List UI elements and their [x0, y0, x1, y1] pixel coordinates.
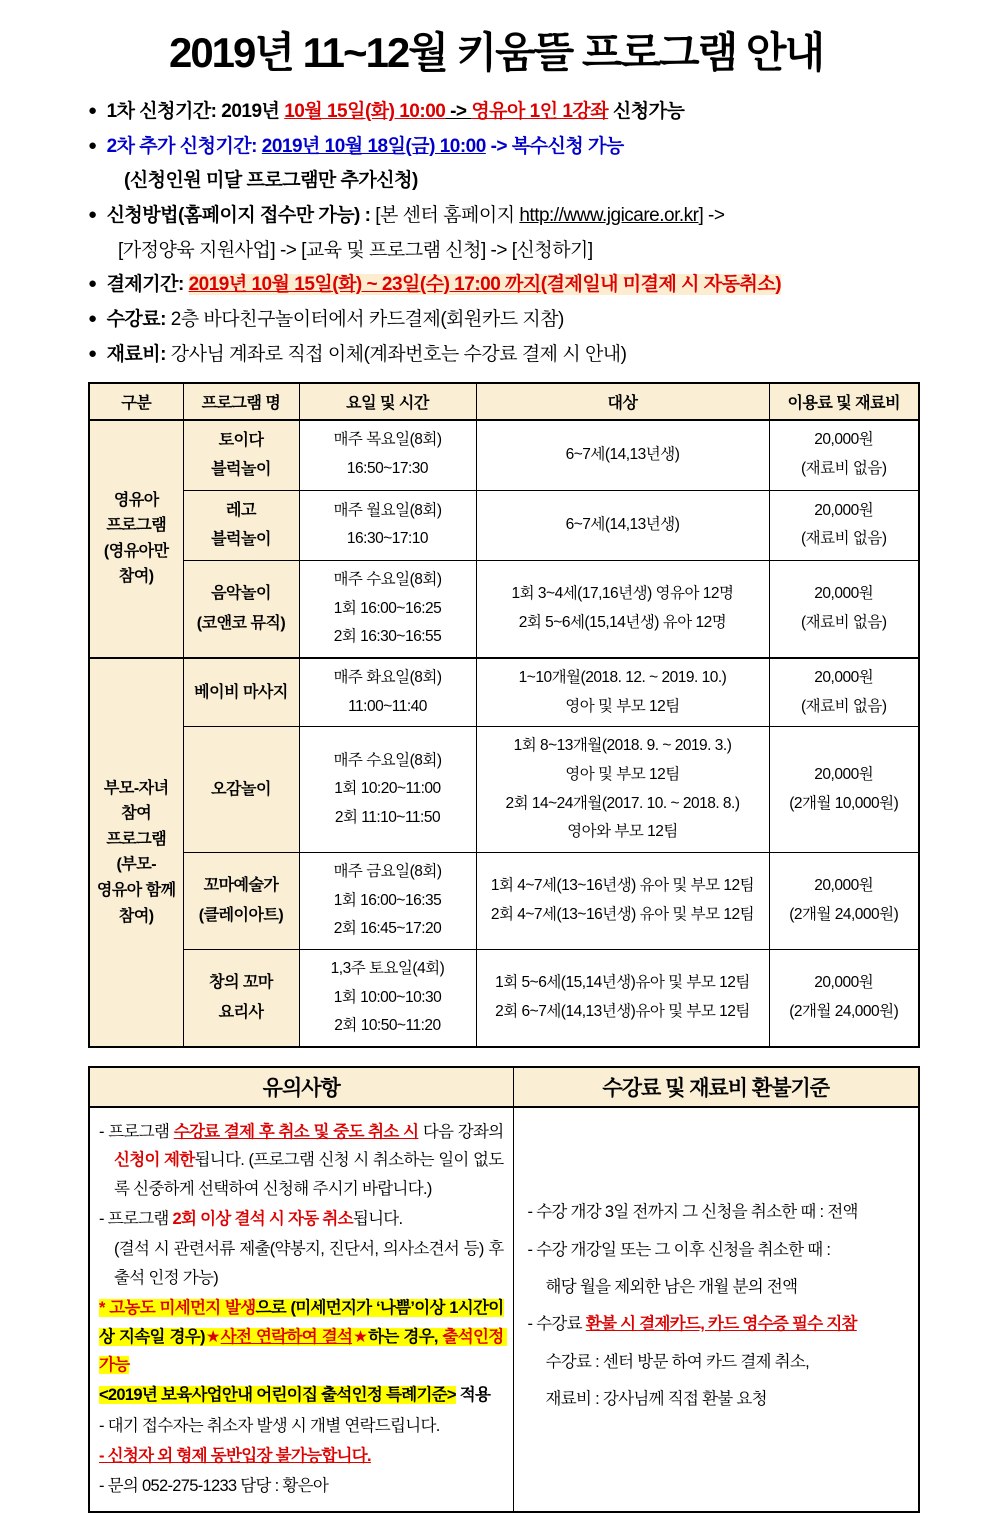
refund-line: - 수강 개강 3일 전까지 그 신청을 취소한 때 : 전액: [527, 1203, 858, 1222]
fee-cell: 20,000원 (재료비 없음): [769, 560, 919, 658]
bullet-text: 1차 신청기간: 2019년 10월 15일(화) 10:00 -> 영유아 1인 1강좌 신청가능: [106, 101, 685, 122]
table-row: [89, 490, 919, 560]
schedule-cell: 매주 월요일(8회) 16:30~17:10: [299, 490, 476, 560]
bullet-icon: ●: [88, 136, 97, 154]
fee-cell: 20,000원 (2개월 24,000원): [769, 852, 919, 949]
bullet-subline-how-to-apply: [88, 239, 918, 264]
bullet-text: 신청방법(홈페이지 접수만 가능) : [본 센터 홈페이지 http://www.jgicare.or.kr] ->: [106, 205, 725, 227]
fee-cell: 20,000원 (2개월 24,000원): [769, 949, 919, 1047]
column-header-program-name: 프로그램 명: [183, 383, 299, 420]
column-header-fee: 이용료 및 재료비: [769, 383, 919, 420]
schedule-cell: 매주 화요일(8회) 11:00~11:40: [299, 658, 476, 727]
refund-line: 수강료 : 센터 방문 하여 카드 결제 취소,: [545, 1352, 810, 1371]
info-bullets: [88, 100, 918, 368]
refund-line: 해당 월을 제외한 남은 개월 분의 전액: [545, 1278, 798, 1297]
notes-cell: [89, 1107, 513, 1512]
bullet-text: 수강료: 2층 바다친구놀이터에서 카드결제(회원카드 지참): [106, 309, 564, 331]
program-name-cell: 베이비 마사지: [183, 658, 299, 727]
column-header-category: 구분: [89, 383, 183, 420]
table-row: [89, 852, 919, 949]
bullet-icon: ●: [88, 344, 97, 362]
notes-header: 유의사항: [89, 1067, 513, 1107]
schedule-cell: 매주 수요일(8회) 1회 10:20~11:00 2회 11:10~11:50: [299, 727, 476, 853]
column-header-schedule: 요일 및 시간: [299, 383, 476, 420]
note-line: - 대기 접수자는 취소자 발생 시 개별 연락드립니다.: [99, 1416, 440, 1435]
note-line: - 프로그램 수강료 결제 후 취소 및 중도 취소 시 다음 강좌의 신청이 제한됩니다. (프로그램 신청 시 취소하는 일이 없도록 신중하게 선택하여 신청해 주시기 바랍니다.): [99, 1122, 508, 1198]
bullet-text: 2차 추가 신청기간: 2019년 10월 18일(금) 10:00 -> 복수신청 가능: [106, 135, 624, 157]
program-name-cell: 음악놀이 (코앤코 뮤직): [183, 560, 299, 658]
table-header-row: [89, 383, 919, 420]
table-row: [89, 658, 919, 727]
bullet-line-registration-2nd: [88, 135, 918, 160]
refund-line: 재료비 : 강사님께 직접 환불 요청: [545, 1390, 767, 1409]
table-row: [89, 420, 919, 491]
bullet-icon: ●: [88, 275, 97, 293]
target-cell: 6~7세(14,13년생): [476, 490, 769, 560]
bullet-line-material-fee: [88, 343, 918, 368]
note-line-fine-dust: * 고농도 미세먼지 발생으로 (미세먼지가 ‘나쁨’이상 1시간이상 지속일 경우)★사전 연락하여 결석★하는 경우, 출석인정 가능: [99, 1299, 508, 1374]
refund-line: - 수강료 환불 시 결제카드, 카드 영수증 필수 지참: [527, 1315, 857, 1334]
note-line: (결석 시 관련서류 제출(약봉지, 진단서, 의사소견서 등) 후 출석 인정 가능): [114, 1240, 508, 1287]
column-header-target: 대상: [476, 383, 769, 420]
schedule-cell: 1,3주 토요일(4회) 1회 10:00~10:30 2회 10:50~11:20: [299, 949, 476, 1047]
refund-cell: [513, 1107, 919, 1512]
note-line-attendance-rule: <2019년 보육사업안내 어린이집 출석인정 특례기준> 적용: [99, 1386, 491, 1405]
target-cell: 1회 8~13개월(2018. 9. ~ 2019. 3.) 영아 및 부모 12팀 2회 14~24개월(2017. 10. ~ 2018. 8.) 영아와 부모 12팀: [476, 727, 769, 853]
group-cell-infant-programs: 영유아 프로그램 (영유아만 참여): [89, 420, 183, 658]
note-line-no-siblings: - 신청자 외 형제 동반입장 불가능합니다.: [99, 1447, 371, 1466]
bullet-line-tuition: [88, 308, 918, 333]
schedule-cell: 매주 금요일(8회) 1회 16:00~16:35 2회 16:45~17:20: [299, 852, 476, 949]
fee-cell: 20,000원 (재료비 없음): [769, 420, 919, 491]
fee-cell: 20,000원 (2개월 10,000원): [769, 727, 919, 853]
program-name-cell: 토이다 블럭놀이: [183, 420, 299, 491]
note-line-contact: - 문의 052-275-1233 담당 : 황은아: [99, 1477, 329, 1496]
bullet-icon: ●: [88, 102, 97, 119]
bullet-text: 결제기간: 2019년 10월 15일(화) ~ 23일(수) 17:00 까지(결제일내 미결제 시 자동취소): [106, 274, 782, 296]
bullet-line-registration-1st: [88, 100, 918, 125]
schedule-cell: 매주 수요일(8회) 1회 16:00~16:25 2회 16:30~16:55: [299, 560, 476, 658]
fee-cell: 20,000원 (재료비 없음): [769, 658, 919, 727]
notes-refund-table: [88, 1066, 920, 1513]
target-cell: 1~10개월(2018. 12. ~ 2019. 10.) 영아 및 부모 12팀: [476, 658, 769, 727]
program-name-cell: 꼬마예술가 (클레이아트): [183, 852, 299, 949]
refund-line: - 수강 개강일 또는 그 이후 신청을 취소한 때 :: [527, 1240, 831, 1259]
bullet-text: 재료비: 강사님 계좌로 직접 이체(계좌번호는 수강료 결제 시 안내): [106, 343, 627, 365]
bullet-text: [가정양육 지원사업] -> [교육 및 프로그램 신청] -> [신청하기]: [118, 239, 593, 261]
program-name-cell: 레고 블럭놀이: [183, 490, 299, 560]
refund-header: 수강료 및 재료비 환불기준: [513, 1067, 919, 1107]
program-table: [88, 382, 920, 1048]
page-title: 2019년 11~12월 키움뜰 프로그램 안내: [168, 29, 824, 76]
table-row: [89, 949, 919, 1047]
target-cell: 6~7세(14,13년생): [476, 420, 769, 491]
bullet-line-payment-period: [88, 273, 918, 298]
fee-cell: 20,000원 (재료비 없음): [769, 490, 919, 560]
notes-refund-header-row: [89, 1067, 919, 1107]
bullet-text: (신청인원 미달 프로그램만 추가신청): [124, 170, 418, 192]
bullet-icon: ●: [88, 310, 97, 328]
bullet-subline-registration-2nd: [88, 169, 918, 194]
bullet-line-how-to-apply: [88, 204, 918, 229]
bullet-icon: ●: [88, 206, 97, 224]
target-cell: 1회 5~6세(15,14년생)유아 및 부모 12팀 2회 6~7세(14,13년생)유아 및 부모 12팀: [476, 949, 769, 1047]
table-row: [89, 560, 919, 658]
group-cell-parent-child-programs: 부모-자녀 참여 프로그램 (부모- 영유아 함께 참여): [89, 658, 183, 1047]
target-cell: 1회 4~7세(13~16년생) 유아 및 부모 12팀 2회 4~7세(13~16년생) 유아 및 부모 12팀: [476, 852, 769, 949]
program-name-cell: 창의 꼬마 요리사: [183, 949, 299, 1047]
program-name-cell: 오감놀이: [183, 727, 299, 853]
target-cell: 1회 3~4세(17,16년생) 영유아 12명 2회 5~6세(15,14년생) 유아 12명: [476, 560, 769, 658]
schedule-cell: 매주 목요일(8회) 16:50~17:30: [299, 420, 476, 491]
note-line: - 프로그램 2회 이상 결석 시 자동 취소됩니다.: [99, 1210, 403, 1229]
table-row: [89, 727, 919, 853]
